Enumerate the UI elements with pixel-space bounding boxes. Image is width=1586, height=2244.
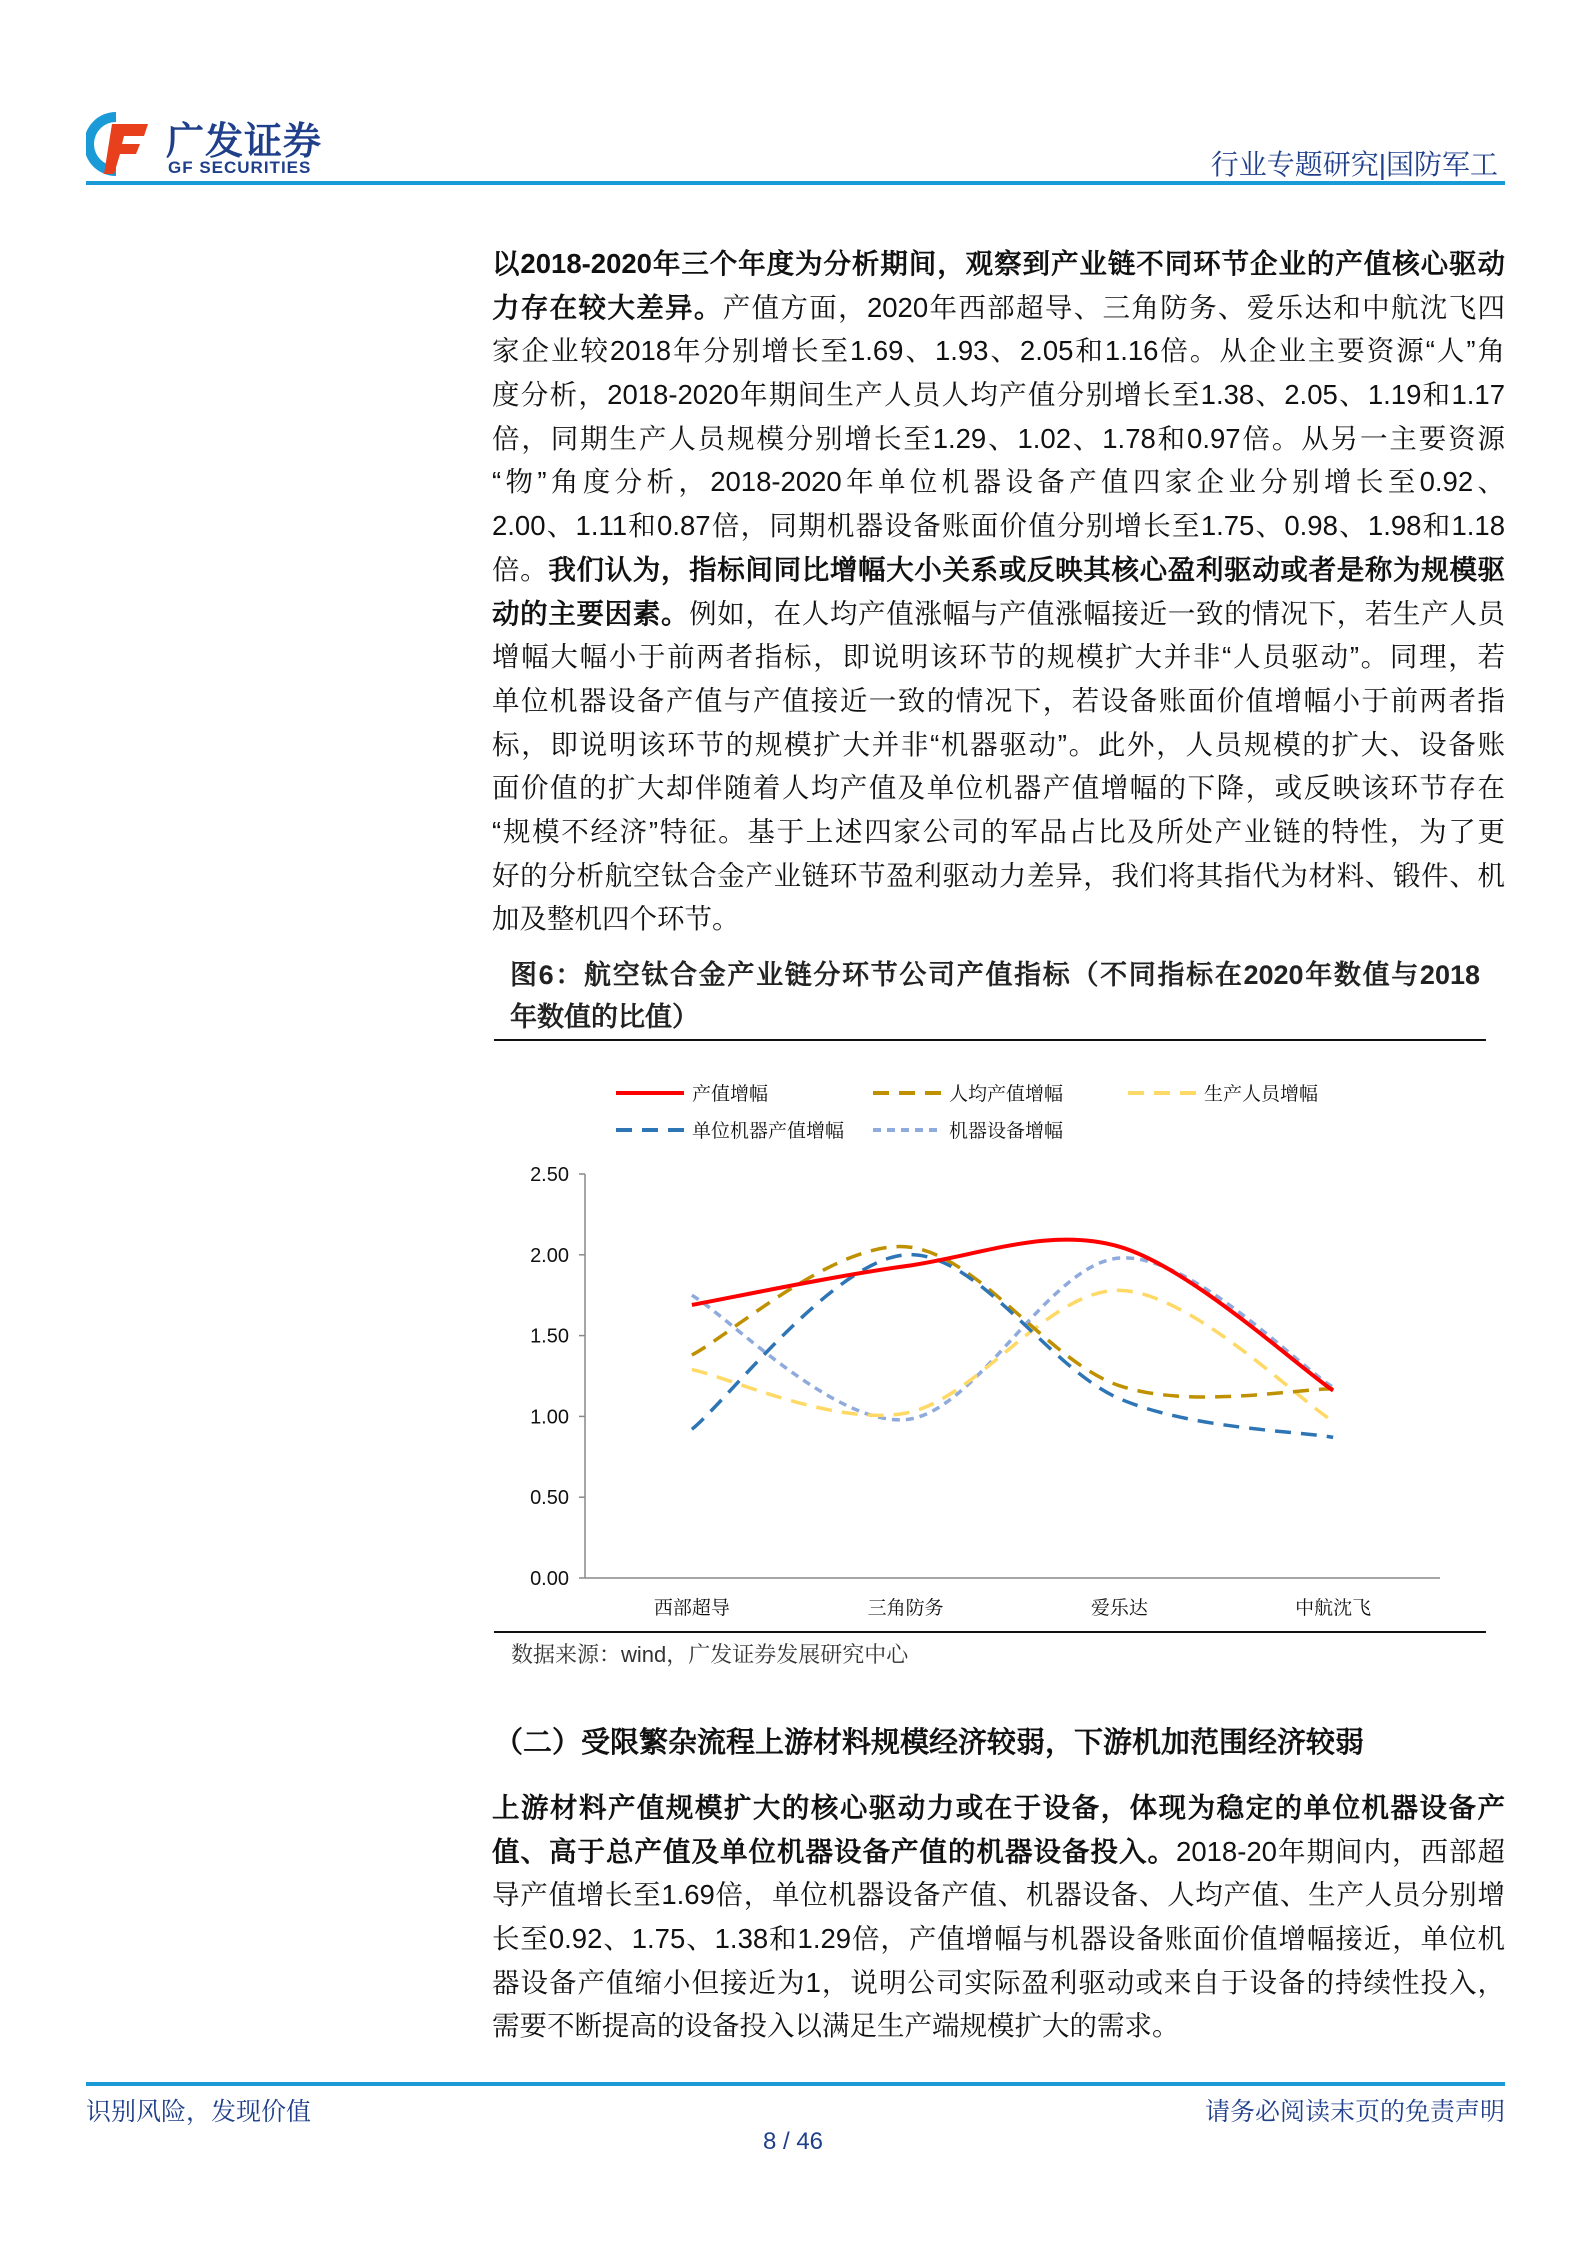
disclaimer-link[interactable]: 请务必阅读末页的免责声明: [1204, 2098, 1505, 2126]
bold-text: 力存在较大差异。: [492, 291, 723, 323]
footer-divider: [86, 2082, 1505, 2086]
text-line: [492, 766, 1505, 810]
text: 家企业较2018年分别增长至1.69、1.93、2.05和1.16倍。从企业主要资源“人”角: [492, 335, 1505, 367]
bold-text: 以2018-2020年三个年度为分析期间，观察到产业链不同环节企业的产值核心驱动: [492, 248, 1505, 279]
text-line: [492, 723, 1505, 767]
y-tick-label: 1.50: [530, 1325, 569, 1348]
text: 需要不断提高的设备投入以满足生产端规模扩大的需求。: [492, 2010, 1180, 2042]
text-line: [492, 329, 1505, 373]
text-line: [492, 592, 1505, 636]
y-tick-label: 0.00: [530, 1568, 569, 1590]
x-tick-label: 中航沈飞: [1295, 1598, 1372, 1619]
figure-caption: [510, 954, 1480, 1038]
body-paragraph-2: [492, 1786, 1505, 2048]
logo-english-name: GF SECURITIES: [168, 158, 312, 177]
legend-label: 机器设备增幅: [949, 1121, 1064, 1142]
text: 度分析，2018-2020年期间生产人员人均产值分别增长至1.38、2.05、1.19和1.17: [492, 379, 1505, 411]
x-tick-label: 西部超导: [653, 1598, 730, 1619]
text: 导产值增长至1.69倍，单位机器设备产值、机器设备、人均产值、生产人员分别增: [492, 1879, 1505, 1911]
text-line: [492, 417, 1505, 461]
legend-label: 生产人员增幅: [1204, 1084, 1319, 1105]
y-tick-label: 0.50: [530, 1487, 569, 1510]
series-line-2: [692, 1247, 1333, 1397]
text-line: [492, 548, 1505, 592]
figure-source: 数据来源：wind，广发证券发展研究中心: [511, 1642, 909, 1667]
y-tick-label: 2.50: [530, 1164, 569, 1186]
line-chart: [494, 1060, 1494, 1630]
text-line: [492, 810, 1505, 854]
report-category: 行业专题研究|国防军工: [1210, 149, 1498, 180]
text-line: [492, 897, 1505, 941]
text: 2.00、1.11和0.87倍，同期机器设备账面价值分别增长至1.75、0.98、1.98和1.18: [492, 510, 1505, 542]
series-line-1: [692, 1240, 1333, 1391]
text-line: [492, 679, 1505, 723]
x-tick-label: 三角防务: [867, 1598, 944, 1619]
text: 例如，在人均产值涨幅与产值涨幅接近一致的情况下，若生产人员: [689, 597, 1506, 629]
legend-label: 产值增幅: [692, 1084, 769, 1105]
header-divider: [86, 181, 1505, 185]
text: 长至0.92、1.75、1.38和1.29倍，产值增幅与机器设备账面价值增幅接近，单位机: [492, 1923, 1505, 1955]
text: 增幅大幅小于前两者指标，即说明该环节的规模扩大并非“人员驱动”。同理，若: [492, 641, 1505, 673]
figure-caption-line: 图6：航空钛合金产业链分环节公司产值指标（不同指标在2020年数值与2018: [510, 960, 1480, 990]
text-line: [492, 854, 1505, 898]
legend-label: 单位机器产值增幅: [692, 1121, 845, 1142]
text: 倍，同期生产人员规模分别增长至1.29、1.02、1.78和0.97倍。从另一主要资源: [492, 422, 1505, 454]
text: “物”角度分析，2018-2020年单位机器设备产值四家企业分别增长至0.92、: [492, 466, 1505, 498]
y-tick-label: 2.00: [530, 1244, 569, 1267]
x-tick-label: 爱乐达: [1090, 1598, 1148, 1619]
gf-securities-logo: [86, 106, 336, 182]
text: 加及整机四个环节。: [492, 903, 740, 935]
series-line-5: [692, 1258, 1333, 1420]
bold-text: 动的主要因素。: [492, 597, 690, 629]
figure-caption-line: 年数值的比值）: [510, 1002, 699, 1032]
text-line: [492, 1961, 1505, 2005]
footer-slogan: 识别风险，发现价值: [86, 2098, 312, 2126]
text-line: [492, 242, 1505, 286]
text-line: [492, 504, 1505, 548]
text-line: [492, 286, 1505, 330]
legend-label: 人均产值增幅: [949, 1084, 1064, 1105]
text: 标，即说明该环节的规模扩大并非“机器驱动”。此外，人员规模的扩大、设备账: [492, 728, 1505, 760]
text: 产值方面，2020年西部超导、三角防务、爱乐达和中航沈飞四: [722, 291, 1505, 323]
text-line: [492, 460, 1505, 504]
section-heading: （二）受限繁杂流程上游材料规模经济较弱，下游机加范围经济较弱: [494, 1727, 1365, 1759]
text: 好的分析航空钛合金产业链环节盈利驱动力差异，我们将其指代为材料、锻件、机: [492, 859, 1505, 891]
page-number: 8 / 46: [762, 2128, 824, 2155]
text-line: [492, 373, 1505, 417]
text-line: [492, 1786, 1505, 1830]
text: 面价值的扩大却伴随着人均产值及单位机器产值增幅的下降，或反映该环节存在: [492, 772, 1505, 804]
y-tick-label: 1.00: [530, 1406, 569, 1429]
text: “规模不经济”特征。基于上述四家公司的军品占比及所处产业链的特性，为了更: [492, 815, 1505, 847]
text-line: [492, 635, 1505, 679]
text-line: [492, 2004, 1505, 2048]
gf-logo-mark-icon: [86, 108, 154, 180]
text: 器设备产值缩小但接近为1，说明公司实际盈利驱动或来自于设备的持续性投入，: [492, 1966, 1505, 1998]
text-line: [492, 1873, 1505, 1917]
text: 2018-20年期间内，西部超: [1176, 1835, 1505, 1867]
figure-bottom-rule: [494, 1631, 1486, 1633]
body-paragraph-1: [492, 242, 1505, 941]
bold-text: 值、高于总产值及单位机器设备产值的机器设备投入。: [492, 1835, 1177, 1867]
text-line: [492, 1830, 1505, 1874]
logo-chinese-name: 广发证券: [166, 121, 323, 163]
text-line: [492, 1917, 1505, 1961]
text: 倍。: [492, 553, 549, 585]
bold-text: 上游材料产值规模扩大的核心驱动力或在于设备，体现为稳定的单位机器设备产: [492, 1792, 1505, 1823]
bold-text: 我们认为，指标间同比增幅大小关系或反映其核心盈利驱动或者是称为规模驱: [548, 553, 1506, 585]
text: 单位机器设备产值与产值接近一致的情况下，若设备账面价值增幅小于前两者指: [492, 684, 1505, 716]
figure-top-rule: [494, 1039, 1486, 1041]
